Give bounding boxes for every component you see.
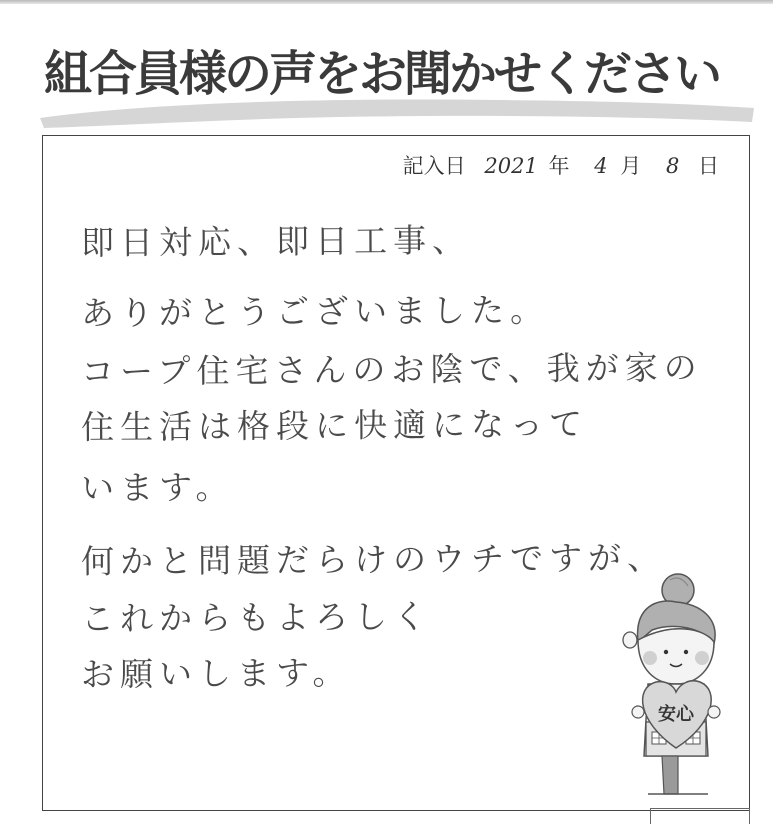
message-line: 即日対応、即日工事、 — [80, 220, 472, 263]
bottom-corner-tab — [650, 808, 750, 824]
mascot-face — [623, 629, 714, 684]
entry-day-value: 8 — [665, 154, 680, 178]
mascot-heart-text: 安心 — [658, 704, 694, 725]
entry-month-unit: 月 — [620, 154, 642, 178]
entry-month-value: 4 — [594, 154, 608, 178]
message-line: コープ住宅さんのお陰で、我が家の — [80, 347, 703, 392]
entry-date-label: 記入日 — [402, 154, 466, 178]
entry-year-value: 2021 — [484, 154, 538, 178]
message-line: これからもよろしく — [80, 596, 433, 639]
message-line: います。 — [80, 467, 235, 508]
message-line: 何かと問題だらけのウチですが、 — [80, 537, 667, 582]
mascot-illustration — [608, 572, 738, 802]
entry-day-unit: 日 — [698, 154, 719, 178]
message-line: 住生活は格段に快適になって — [80, 404, 589, 447]
entry-date-row — [403, 150, 719, 180]
entry-year-unit: 年 — [548, 154, 570, 178]
page-title: 組合員様の声をお聞かせください — [44, 46, 720, 102]
top-edge-rule — [0, 0, 773, 4]
message-line: ありがとうございました。 — [80, 290, 550, 333]
message-line: お願いします。 — [80, 653, 352, 694]
